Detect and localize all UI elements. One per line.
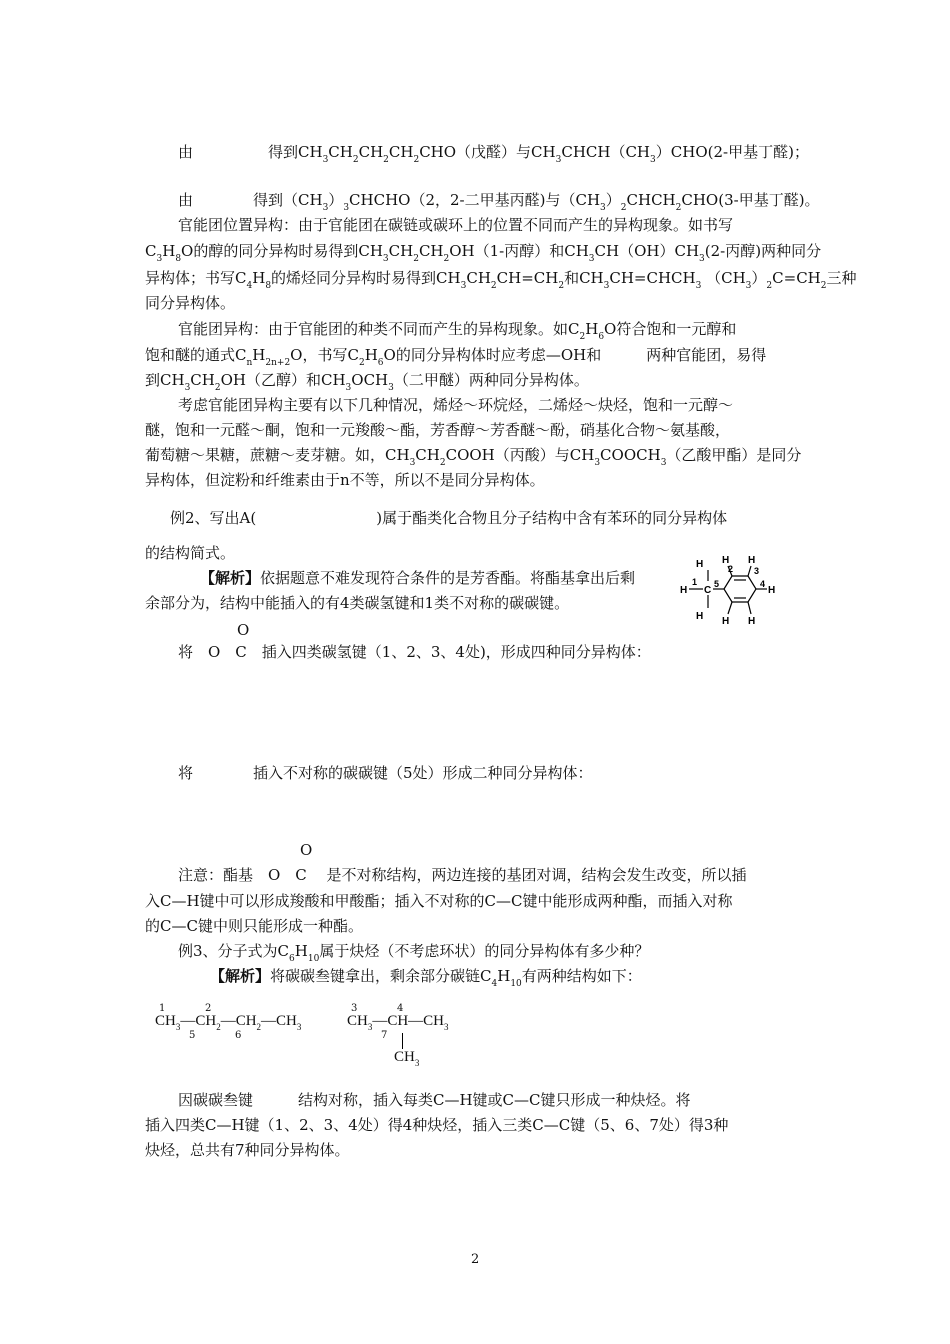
isobutane-chain [347, 1003, 487, 1073]
position-number: 1 [159, 1003, 166, 1014]
text-line: 例3、分子式为$C_6H_{10}$属于炔烃（不考虑环状）的同分异构体有多少种？ [178, 942, 650, 964]
atom-label: H [696, 611, 704, 622]
analysis-tag: 【解析】 [210, 967, 271, 985]
position-number: 7 [381, 1030, 388, 1041]
chain-branch: $CH_3$ [394, 1049, 420, 1068]
text-line: 【解析】依据题意不难发现符合条件的是芳香酯。将酯基拿出后剩 [200, 569, 636, 587]
text-line: 醚，饱和一元醛～酮，饱和一元羧酸～酯，芳香醇～芳香醚～酚，硝基化合物～氨基酸， [145, 421, 731, 439]
text-line: $C_3H_8O$的醇的同分异构时易得到$CH_3CH_2CH_2OH(1-$丙醇）和$CH_3CH(OH)CH_3(2-$丙醇)两种同分 [145, 242, 822, 264]
text-line: 注意：酯基 O C 是不对称结构，两边连接的基团对调，结构会发生改变，所以插 [178, 866, 747, 884]
text-line: 的C—C键中则只能形成一种酯。 [145, 917, 363, 935]
position-number: 2 [205, 1003, 212, 1014]
text-line: 异构体；书写$C_4H_8$的烯烃同分异构时易得到$CH_3CH_2CH=CH_2$和$CH_3CH=CHCH_3$ $(CH_3)_2C=CH_2$三种 [145, 269, 857, 291]
text-line: 将 插入不对称的碳碳键（5处）形成二种同分异构体： [178, 764, 593, 782]
text-line: 到$CH_3CH_2OH$（乙醇）和$CH_3OCH_3$（二甲醚）两种同分异构体。 [145, 371, 589, 393]
text-line: 同分异构体。 [145, 294, 236, 312]
carbonyl-oxygen-label: O [300, 841, 313, 859]
atom-label: H [748, 616, 756, 627]
text-line: 余部分为，结构中能插入的有4类碳氢键和1类不对称的碳碳键。 [145, 594, 570, 612]
atom-label: H [722, 616, 730, 627]
position-number: 2 [728, 564, 734, 574]
atom-label: H [722, 555, 730, 566]
text-line: 将 O C 插入四类碳氢键（1、2、3、4处)，形成四种同分异构体： [178, 643, 651, 661]
toluene-structure-figure [678, 552, 788, 628]
butane-chain [155, 1003, 335, 1043]
text-line: 【解析】将碳碳叁键拿出，剩余部分碳链$C_4H_{10}$有两种结构如下： [210, 967, 642, 989]
text-line: 由 得到$CH_3CH_2CH_2CH_2CHO$（戊醛）与$CH_3CHCH(CH_3)CHO(2-$甲基丁醛)； [178, 143, 809, 165]
atom-label: H [696, 559, 704, 570]
position-number: 3 [754, 566, 760, 576]
analysis-tag: 【解析】 [200, 569, 261, 587]
atom-label: H [768, 585, 776, 596]
position-number: 3 [351, 1003, 358, 1014]
position-number: 5 [714, 579, 720, 589]
position-number: 4 [760, 579, 766, 589]
text-line: 插入四类C—H键（1、2、3、4处）得4种炔烃，插入三类C—C键（5、6、7处）得3种 [145, 1116, 729, 1134]
text-line: 葡萄糖～果糖，蔗糖～麦芽糖。如，$CH_3CH_2COOH$（丙酸）与$CH_3COOCH_3$（乙酸甲酯）是同分 [145, 446, 802, 468]
text-line: 例2、写出A( )属于酯类化合物且分子结构中含有苯环的同分异构体 [170, 509, 728, 527]
chain-formula: $CH_3—CH_2—CH_2—CH_3$ [155, 1013, 302, 1032]
branch-bond [402, 1033, 403, 1049]
text-line: 考虑官能团异构主要有以下几种情况，烯烃～环烷烃，二烯烃～炔烃，饱和一元醇～ [178, 396, 734, 414]
position-number: 4 [397, 1003, 404, 1014]
text-line: 炔烃，总共有7种同分异构体。 [145, 1141, 350, 1159]
text-line: 由 得到$(CH_3)_3CHCHO(2$，2-二甲基丙醛)与$(CH_3)_2CHCH_2CHO(3-$甲基丁醛)。 [178, 191, 820, 213]
page-number: 2 [471, 1252, 480, 1267]
position-number: 1 [692, 577, 698, 587]
text-line: 官能团位置异构：由于官能团在碳链或碳环上的位置不同而产生的异构现象。如书写 [178, 216, 734, 234]
text-line: 异构体，但淀粉和纤维素由于n不等，所以不是同分异构体。 [145, 471, 545, 489]
text-line: 的结构简式。 [145, 544, 236, 562]
chain-formula: $CH_3—CH—CH_3$ [347, 1013, 449, 1032]
text-line: 入C—H键中可以形成羧酸和甲酸酯；插入不对称的C—C键中能形成两种酯，而插入对称 [145, 892, 733, 910]
text-line: 因碳碳叁键 结构对称，插入每类C—H键或C—C键只形成一种炔烃。将 [178, 1091, 691, 1109]
position-number: 5 [189, 1030, 196, 1041]
position-number: 6 [235, 1030, 242, 1041]
carbonyl-oxygen-label: O [237, 621, 250, 639]
atom-label: H [680, 585, 688, 596]
atom-label: C [704, 585, 712, 596]
text-line: 饱和醚的通式$C_nH_{2n+2}O$，书写$C_2H_6O$的同分异构体时应考虑—OH和 两种官能团，易得 [145, 346, 767, 368]
atom-label: H [748, 555, 756, 566]
text-line: 官能团异构：由于官能团的种类不同而产生的异构现象。如$C_2H_6O$符合饱和一元醇和 [178, 320, 737, 342]
